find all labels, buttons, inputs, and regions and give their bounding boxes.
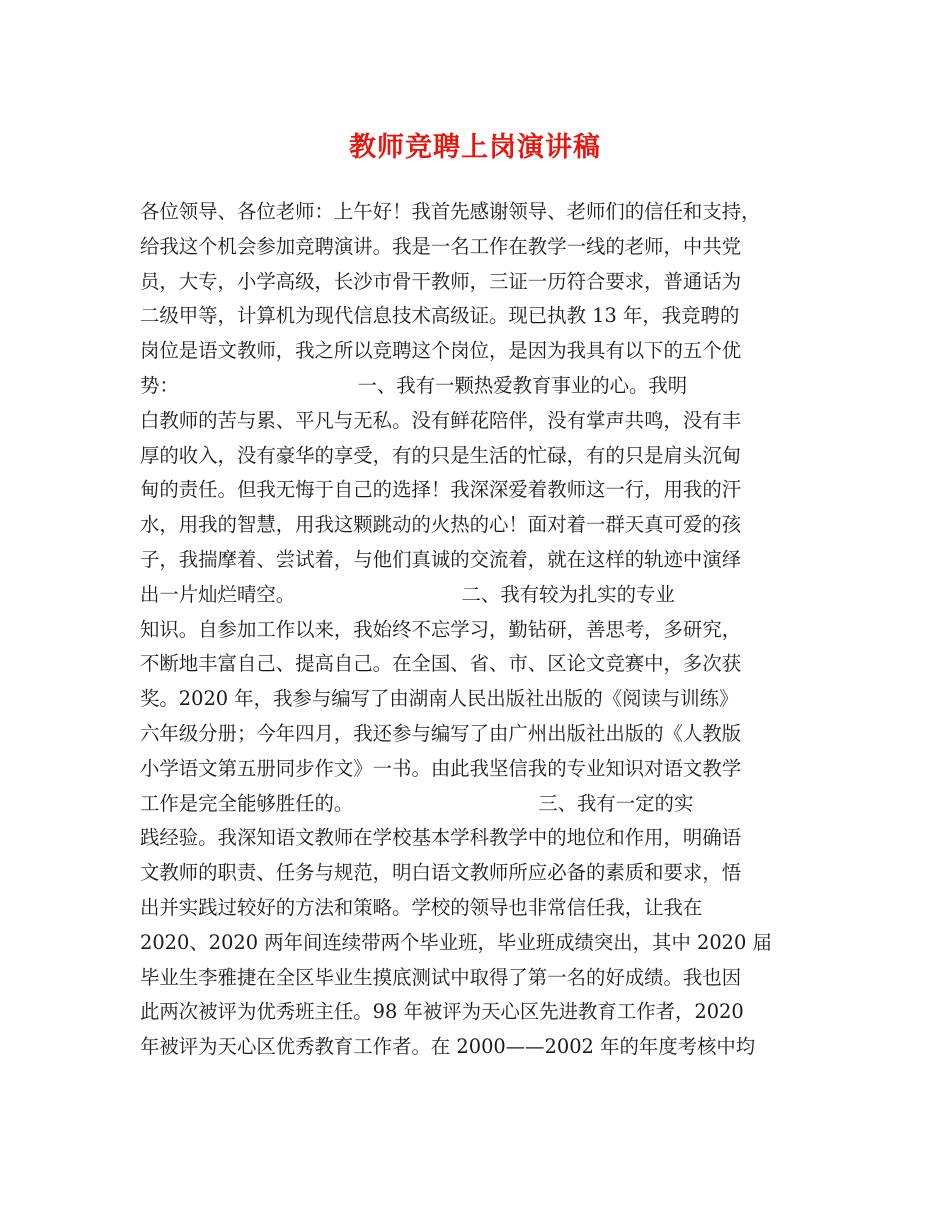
body-line: 二级甲等，计算机为现代信息技术高级证。现已执教 13 年，我竞聘的 — [140, 304, 740, 328]
body-line: 出一片灿烂晴空。 二、我有较为扎实的专业 — [140, 582, 675, 606]
body-line: 小学语文第五册同步作文》一书。由此我坚信我的专业知识对语文教学 — [140, 756, 742, 780]
body-line: 践经验。我深知语文教师在学校基本学科教学中的地位和作用，明确语 — [140, 826, 742, 850]
body-line: 给我这个机会参加竞聘演讲。我是一名工作在教学一线的老师，中共党 — [140, 234, 742, 258]
body-line: 工作是完全能够胜任的。 三、我有一定的实 — [140, 791, 694, 815]
body-line: 水，用我的智慧，用我这颗跳动的火热的心！面对着一群天真可爱的孩 — [140, 513, 742, 537]
body-line: 年被评为天心区优秀教育工作者。在 2000——2002 年的年度考核中均 — [140, 1035, 756, 1059]
body-line: 厚的收入，没有豪华的享受，有的只是生活的忙碌，有的只是肩头沉甸 — [140, 443, 742, 467]
body-line: 甸的责任。但我无悔于自己的选择！我深深爱着教师这一行，用我的汗 — [140, 478, 742, 502]
body-line: 文教师的职责、任务与规范，明白语文教师所应必备的素质和要求，悟 — [140, 861, 742, 885]
body-line: 知识。自参加工作以来，我始终不忘学习，勤钻研，善思考，多研究， — [140, 617, 742, 641]
body-line: 员，大专，小学高级，长沙市骨干教师，三证一历符合要求，普通话为 — [140, 269, 742, 293]
body-line: 2020、2020 两年间连续带两个毕业班，毕业班成绩突出，其中 2020 届 — [140, 930, 772, 954]
body-line: 出并实践过较好的方法和策略。学校的领导也非常信任我，让我在 — [140, 895, 703, 919]
document-body — [140, 195, 820, 1065]
body-line: 奖。2020 年，我参与编写了由湖南人民出版社出版的《阅读与训练》 — [140, 687, 739, 711]
body-line: 各位领导、各位老师：上午好！我首先感谢领导、老师们的信任和支持， — [140, 200, 761, 223]
body-line: 不断地丰富自己、提高自己。在全国、省、市、区论文竞赛中，多次获 — [140, 652, 742, 676]
body-line: 毕业生李雅捷在全区毕业生摸底测试中取得了第一名的好成绩。我也因 — [140, 965, 742, 989]
body-line: 子，我揣摩着、尝试着，与他们真诚的交流着，就在这样的轨迹中演绎 — [140, 547, 742, 571]
body-line: 势： 一、我有一颗热爱教育事业的心。我明 — [140, 373, 688, 397]
body-line: 六年级分册；今年四月，我还参与编写了由广州出版社出版的《人教版 — [140, 721, 742, 745]
body-line: 白教师的苦与累、平凡与无私。没有鲜花陪伴，没有掌声共鸣，没有丰 — [140, 408, 742, 432]
body-line: 岗位是语文教师，我之所以竞聘这个岗位，是因为我具有以下的五个优 — [140, 339, 742, 363]
body-line: 此两次被评为优秀班主任。98 年被评为天心区先进教育工作者，2020 — [140, 1000, 744, 1024]
document-title: 教师竞聘上岗演讲稿 — [349, 132, 601, 163]
